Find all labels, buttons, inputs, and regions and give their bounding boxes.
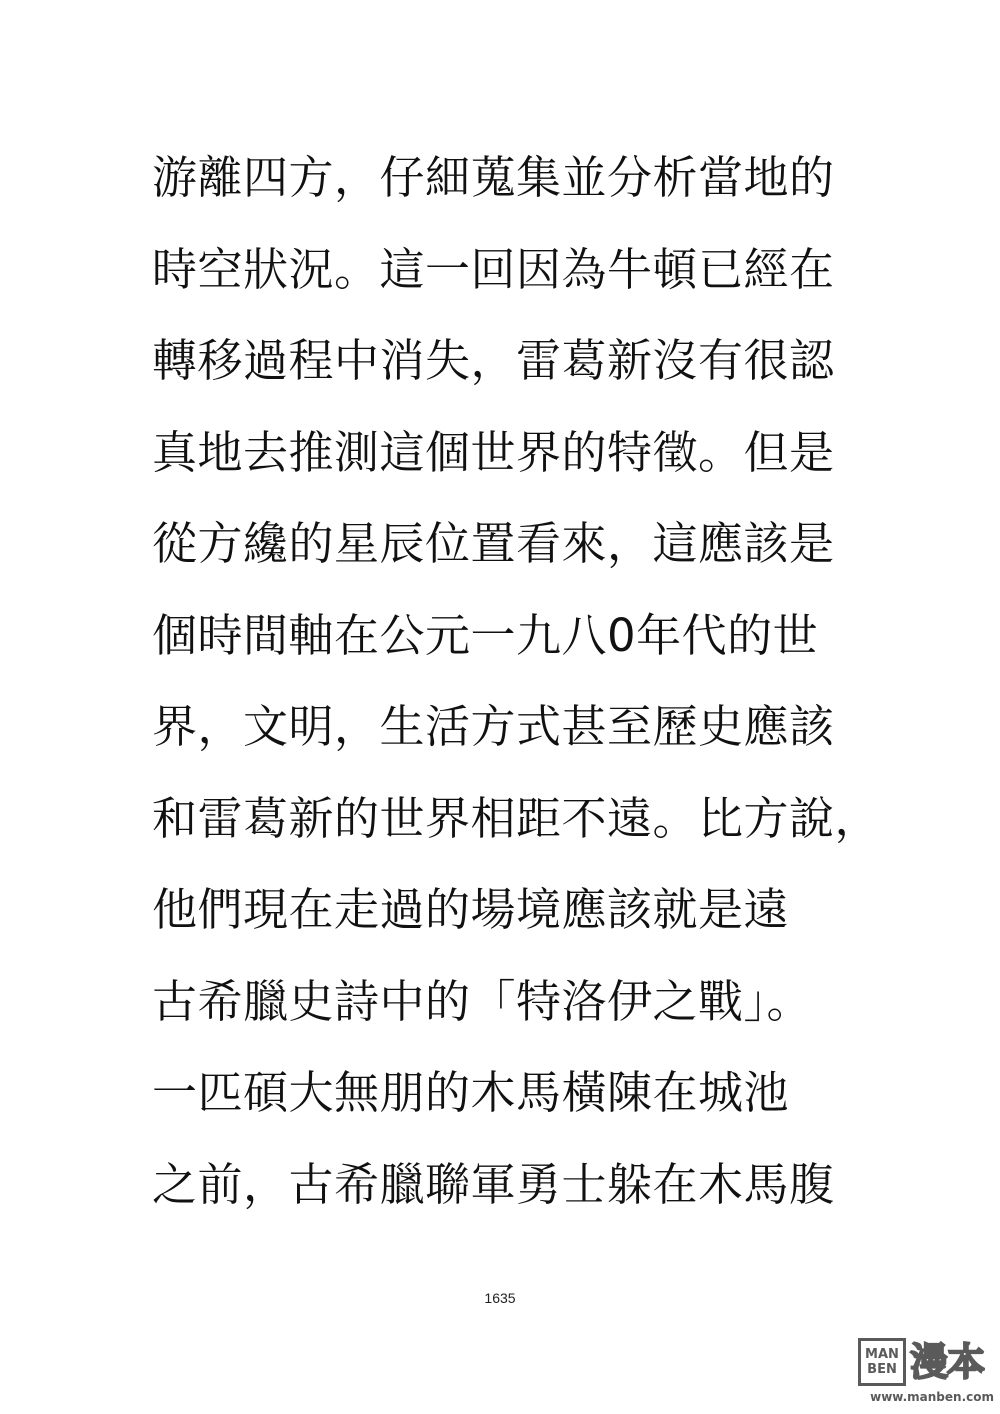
text-line: 真地去推測這個世界的特徵。但是	[152, 425, 835, 479]
text-line: 游離四方，仔細蒐集並分析當地的	[152, 151, 835, 204]
text-line: 古希臘史詩中的「特洛伊之戰」。	[152, 974, 813, 1028]
text-line: 時空狀況。這一回因為牛頓已經在	[152, 242, 835, 296]
text-line: 從方纔的星辰位置看來，這應該是	[152, 517, 835, 570]
text-line: 界，文明，生活方式甚至歷史應該	[152, 700, 835, 753]
text-line: 一匹碩大無朋的木馬橫陳在城池	[152, 1066, 790, 1119]
text-line: 之前，古希臘聯軍勇士躲在木馬腹	[152, 1157, 835, 1211]
watermark-brand: 漫本	[910, 1340, 985, 1384]
watermark-badge-icon	[858, 1338, 906, 1386]
watermark-badge-top: MAN	[865, 1347, 899, 1362]
text-line: 轉移過程中消失，雷葛新沒有很認	[152, 334, 835, 387]
text-line: 他們現在走過的場境應該就是遠	[152, 883, 790, 936]
watermark-logo-row	[858, 1336, 994, 1388]
page-number: 1635	[484, 1290, 516, 1306]
watermark-logo	[858, 1336, 994, 1410]
body-text	[152, 132, 881, 1230]
watermark-url: www.manben.com	[870, 1390, 994, 1404]
text-line: 個時間軸在公元一九八0年代的世	[152, 608, 819, 662]
text-line: 和雷葛新的世界相距不遠。比方說，	[152, 791, 881, 845]
watermark-badge-bottom: BEN	[867, 1362, 897, 1377]
